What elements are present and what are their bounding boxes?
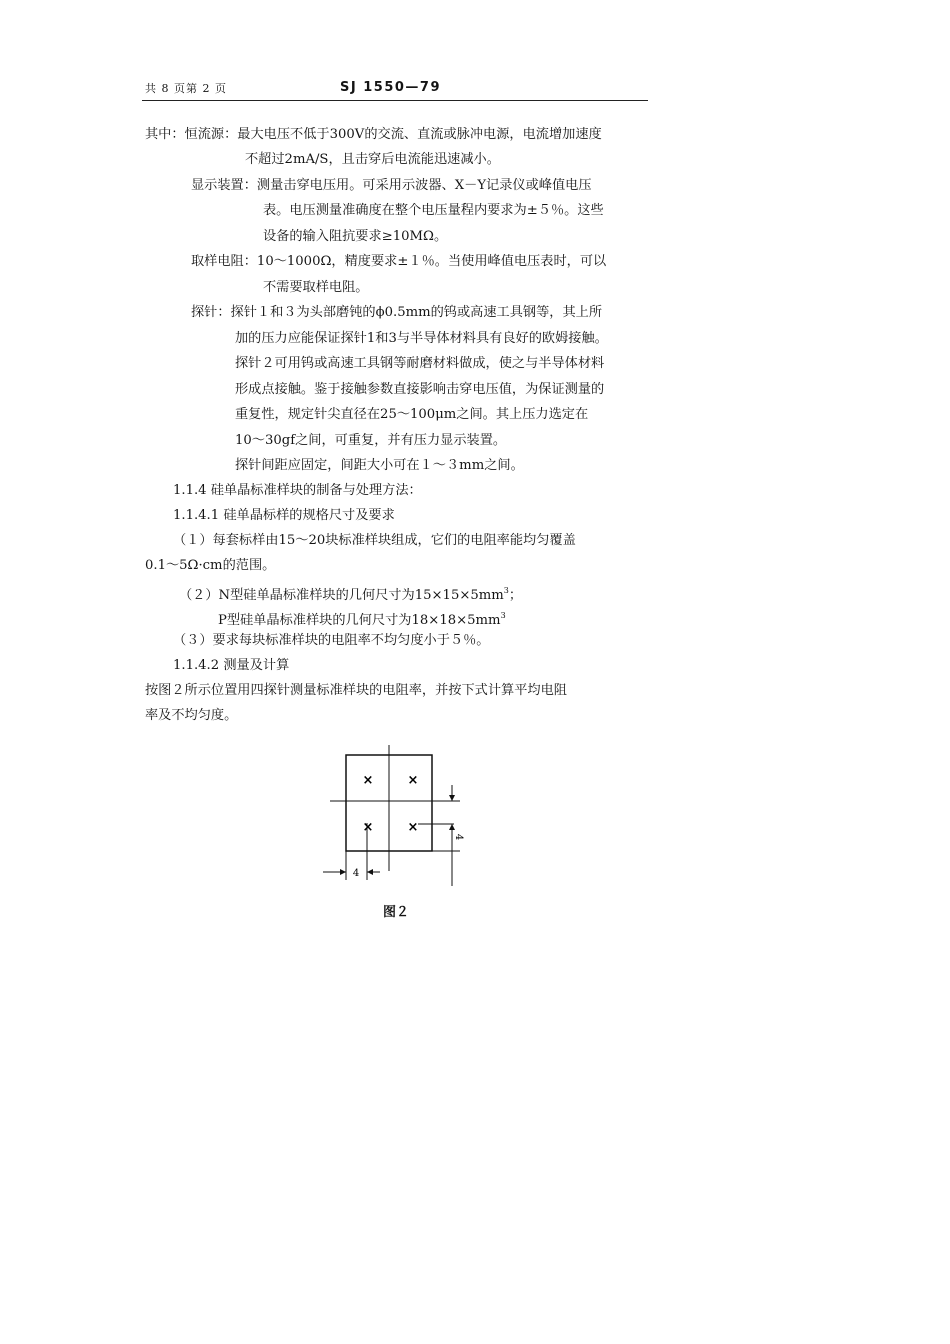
text-line: 不超过2mA/S，且击穿后电流能迅速减小。 bbox=[245, 152, 500, 167]
probe-mark: × bbox=[362, 773, 374, 788]
text-line: 设备的输入阻抗要求≥10MΩ。 bbox=[263, 229, 448, 244]
exponent: 3 bbox=[500, 611, 506, 620]
dimension-label-right: 4 bbox=[453, 833, 464, 841]
header-rule bbox=[142, 100, 648, 101]
text-line: 形成点接触。鉴于接触参数直接影响击穿电压值，为保证测量的 bbox=[235, 382, 605, 397]
text-line: 率及不均匀度。 bbox=[145, 708, 238, 723]
dimension-label-bottom: 4 bbox=[352, 868, 360, 879]
page-info: 共 8 页第 2 页 bbox=[145, 82, 227, 95]
probe-mark: × bbox=[362, 820, 374, 835]
section-heading: 1.1.4.1 硅单晶标样的规格尺寸及要求 bbox=[173, 508, 395, 523]
text-line: 探针：探针１和３为头部磨钝的ϕ0.5mm的钨或高速工具钢等，其上所 bbox=[191, 305, 603, 320]
probe-mark: × bbox=[407, 820, 419, 835]
text-line: 取样电阻：10～1000Ω，精度要求±１％。当使用峰值电压表时，可以 bbox=[191, 254, 607, 269]
text-line: 探针间距应固定，间距大小可在１～３mm之间。 bbox=[235, 458, 524, 473]
text-line: 其中：恒流源：最大电压不低于300V的交流、直流或脉冲电源，电流增加速度 bbox=[145, 127, 602, 142]
text-line: 重复性，规定针尖直径在25～100μm之间。其上压力选定在 bbox=[235, 407, 589, 422]
text-line: P型硅单晶标准样块的几何尺寸为$18\times 18\times 5mm^3$ bbox=[218, 611, 506, 628]
text-line: 10～30gf之间，可重复，并有压力显示装置。 bbox=[235, 433, 507, 448]
text-line: （１）每套标样由15～20块标准样块组成，它们的电阻率能均匀覆盖 bbox=[173, 533, 576, 548]
text-line: 不需要取样电阻。 bbox=[263, 280, 369, 295]
probe-mark: × bbox=[407, 773, 419, 788]
figure-caption: 图２ bbox=[383, 905, 410, 920]
section-heading: 1.1.4.2 测量及计算 bbox=[173, 658, 290, 673]
text-line: 表。电压测量准确度在整个电压量程内要求为±５％。这些 bbox=[263, 203, 604, 218]
text-line: 显示装置：测量击穿电压用。可采用示波器、X－Y记录仪或峰值电压 bbox=[191, 178, 592, 193]
probe-position-diagram bbox=[318, 740, 468, 890]
document-code: SJ 1550—79 bbox=[340, 80, 441, 95]
exponent: 3 bbox=[503, 586, 509, 595]
text-line: （２）N型硅单晶标准样块的几何尺寸为$15\times 15\times 5mm^3$； bbox=[179, 586, 523, 603]
text-line: （３）要求每块标准样块的电阻率不均匀度小于５％。 bbox=[173, 633, 490, 648]
text-line: 加的压力应能保证探针1和3与半导体材料具有良好的欧姆接触。 bbox=[235, 331, 608, 346]
text-line: 0.1～5Ω·cm的范围。 bbox=[145, 558, 276, 573]
text-line: 按图２所示位置用四探针测量标准样块的电阻率，并按下式计算平均电阻 bbox=[145, 683, 567, 698]
text-line: 探针２可用钨或高速工具钢等耐磨材料做成，使之与半导体材料 bbox=[235, 356, 605, 371]
section-heading: 1.1.4 硅单晶标准样块的制备与处理方法： bbox=[173, 483, 422, 498]
